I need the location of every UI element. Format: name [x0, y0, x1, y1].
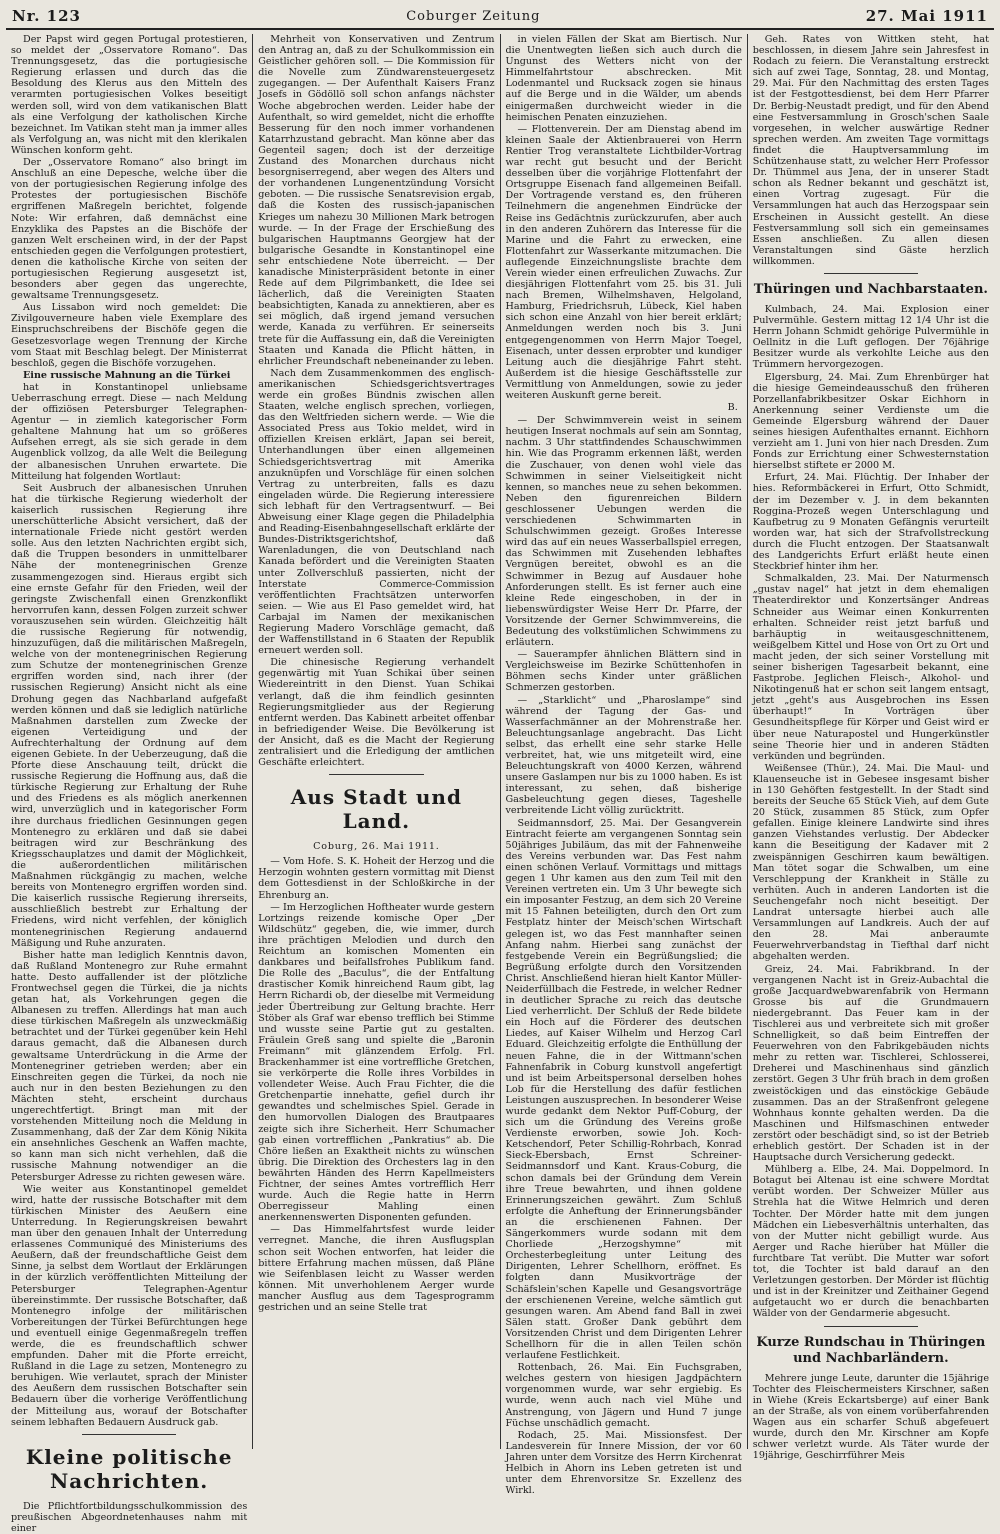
article-papst-portugal: Der Papst wird gegen Portugal protestieren, so meldet der „Osservatore Romano“. Das Trennungsgesetz, das die portugiesische Regierung erlassen und durch das die Besoldung des Klerus aus den Mitteln des verarmten portugiesischen Volkes beseitigt werden soll, wird von dem vatikanischen Blatt als eine Verfolgung der katholischen Kirche bezeichnet. Im Vatikan steht man ja immer alles als Verfolgung an, was nicht mit den klerikalen Wünschen konform geht. [11, 34, 248, 156]
paragraph: Mühlberg a. Elbe, 24. Mai. Doppelmord. In Botagut bei Altenau ist eine schwere Mordtat verübt worden. Der Schweizer Müller aus Strehla hat die Witwe Helmrich und deren Tochter. Der Mörder hatte mit dem jungen Mädchen ein Liebesverhältnis unterhalten, das von der Mutter nicht gebilligt wurde. Aus Aerger und Rache hierüber hat Müller die furchtbare Tat verübt. Die Mutter war sofort tot, die Tochter ist bald darauf an den Verletzungen gestorben. Der Mörder ist flüchtig und ist in der Kreinitzer und Zeithainer Gegend aufgetaucht wo er durch die benachbarten Wälder von der Gendarmerie abgesucht. [752, 1164, 989, 1320]
paragraph: Die Pflichtfortbildungsschulkommission des preußischen Abgeordnetenhauses nahm mit einer [11, 1500, 248, 1534]
paragraph: Wie weiter aus Konstantinopel gemeldet wird, hatte der russische Botschafter mit dem türkischen Minister des Aeußern eine Unterredung. In Regierungskreisen bewahrt man über den genauen Inhalt der Unterredung erlassenes Communiqué des Ministeriums des Aeußern, daß der freundschaftliche Geist dem Sinne, ja selbst dem Wortlaut der Erklärungen in der kürzlich veröffentlichten Mitteilung der Petersburger Telegraphen-Agentur übereinstimmte. Der russische Botschafter, daß Montenegro infolge der militärischen Vorbereitungen der Türkei Befürchtungen hege und eventuell einige Gegenmaßregeln treffen werde, die es freundschaftlich schwer empfunden. Daher mit die Pforte erreicht, Rußland in die Lage zu setzen, Montenegro zu beruhigen. Wie verlautet, sprach der Minister des Aeußern dem russischen Botschafter sein Bedauern über die vorherige Veröffentlichung der Mitteilung aus, worauf der Botschafter seinem lebhaften Bedauern Ausdruck gab. [11, 1183, 248, 1428]
paragraph: — Flottenverein. Der am Dienstag abend im kleinen Saale der Aktienbrauerei von Herrn Rentier Trog veranstaltete Lichtbilder-Vortrag war recht gut besucht und der Bericht desselben über die vorjährige Flottenfahrt der Ortsgruppe Eisenach fand allgemeinen Beifall. Der Vortragende verstand es, den früheren Teilnehmern die angenehmen Eindrücke der Reise ins Gedächtnis zurückzurufen, aber auch in den anderen Zuhörern das Interesse für die Marine und die Fahrt zu erwecken, eine Flottenfahrt zur Wasserkante mitzumachen. Die auflegende Einzeichnungsliste brachte dem Verein wieder einen erfreulichen Zuwachs. Zur diesjährigen Flottenfahrt vom 25. bis 31. Juli nach Bremen, Wilhelmshaven, Helgoland, Hamburg, Friedrichsruh, Lübeck, Kiel haben sich schon eine Anzahl von hier bereit erklärt; Anmeldungen werden noch bis 3. Juni entgegengenommen von Herrn Major Toegel, Eisenach, unter dessen erprobter und kundiger Leitung auch die diesjährige Fahrt steht. Außerdem ist die hiesige Geschäftsstelle zur Vermittlung von Anmeldungen, sowie zu jeder weiteren Auskunft gerne bereit. [505, 123, 742, 401]
divider [824, 273, 919, 274]
column-1 [6, 34, 252, 1534]
paragraph: hat in Konstantinopel unliebsame Ueberraschung erregt. Diese — nach Meldung der offiziösen Petersburger Telegraphen-Agentur — in ziemlich kategorischer Form gehaltene Mahnung hat um so größeres Aufsehen erregt, als sie sich gerade in dem Augenblick vollzog, da alle Welt die Beilegung der albanesischen Unruhen erwartete. Die Mitteilung hat folgenden Wortlaut: [11, 381, 248, 482]
article-heading: Eine russische Mahnung an die Türkei [23, 369, 231, 381]
paragraph: Rodach, 25. Mai. Missionsfest. Der Landesverein für Innere Mission, der vor 60 Jahren unter dem Vorsitze des Herrn Kirchenrat Helbich in Ahorn ins Leben getreten ist und unter dem Ehrenvorsitze Sr. Exzellenz des Wirkl. [505, 1429, 742, 1497]
paragraph: Greiz, 24. Mai. Fabrikbrand. In der vergangenen Nacht ist in Greiz-Aubachtal die große Jacquardwebwarenfabrik von Hermann Grosse bis auf die Grundmauern niedergebrannt. Das Feuer kam in der Tischlerei aus und verbreitete sich mit großer Schnelligkeit, so daß beim Eintreffen der Feuerwehren von den Fabrikgebäuden nichts mehr zu retten war. Tischlerei, Schlosserei, Dreherei und Maschinenhaus sind gänzlich zerstört. Gegen 3 Uhr früh brach in dem großen zweistöckigen und das einstöckige Gebäude zusammen. Das an der Straßenfront gelegene Wohnhaus konnte gehalten werden. Da die Maschinen und Hilfsmaschinen entweder zerstört oder beschädigt sind, so ist der Betrieb erheblich gestört. Der Schaden ist in der Hauptsache durch Versicherung gedeckt. [752, 963, 989, 1164]
paragraph: Geh. Rates von Wittken steht, hat beschlossen, in diesem Jahre sein Jahresfest in Rodach zu feiern. Die Veranstaltung erstreckt sich auf zwei Tage, Sonntag, 28. und Montag, 29. Mai. Für den Nachmittag des ersten Tages ist der Festgottesdienst, bei dem Herr Pfarrer Dr. Berbig-Neustadt predigt, und für den Abend eine Festversammlung in Grosch'schen Saale vorgesehen, in welcher auswärtige Redner sprechen werden. Am zweiten Tage vormittags findet die Hauptversammlung im Schützenhause statt, zu welcher Herr Professor Dr. Thümmel aus Jena, der in unserer Stadt schon als Redner bekannt und geschätzt ist, einen Vortrag zugesagt. Für die Versammlungen hat auch das Herzogspaar sein Erscheinen in Aussicht gestellt. An diese Festversammlung soll sich ein gemeinsames Essen anschließen. Zu allen diesen Veranstaltungen sind Gäste herzlich willkommen. [752, 34, 989, 267]
dateline: Coburg, 26. Mai 1911. [313, 841, 440, 853]
divider [329, 774, 424, 775]
paragraph: — Vom Hofe. S. K. Hoheit der Herzog und die Herzogin wohnten gestern vormittag mit Dienst dem Gottesdienst in der Schloßkirche in der Ehrenburg an. [258, 856, 495, 901]
issue-number: Nr. 123 [12, 7, 81, 25]
masthead [6, 4, 994, 30]
signature: B. [727, 402, 738, 414]
paragraph: Nach dem Zusammenkommen des englisch-amerikanischen Schiedsgerichtsvertrages werde ein großes Bündnis zwischen allen Staaten, welche englisch sprechen, vorliegen, das den Weltfrieden sichern werde. — Wie die Associated Press aus Tokio meldet, wird in offiziellen Kreisen erklärt, Japan sei bereit, Unterhandlungen über einen allgemeinen Schiedsgerichtsvertrag mit Amerika anzuknüpfen und Vorschläge für einen solchen Vertrag zu unterbreiten, falls es dazu eingeladen würde. Die Regierung interessiere sich lebhaft für den Vertragsentwurf. — Bei Abweisung einer Klage gegen die Philadelphia and Reading-Eisenbahngesellschaft erklärte der Bundes-Distriktsgerichtshof, daß Warenladungen, die von Deutschland nach Kanada befördert und die Vereinigten Staaten unter Zollverschluß passierten, nicht der Interstate Commerce-Commission veröffentlichten Frachtsätzen unterworfen seien. — Wie aus El Paso gemeldet wird, hat Carbajal im Namen der mexikanischen Regierung Madero Vorschläge gemacht, daß der Waffenstillstand in 6 Staaten der Republik erneuert werden soll. [258, 367, 495, 657]
column-2 [252, 34, 499, 1449]
paragraph: Mehrere junge Leute, darunter die 15jährige Tochter des Fleischermeisters Kirschner, saßen in Wiehe (Kreis Eckartsberge) auf einer Bank an der Straße, als von einem vorüberfahrenden Wagen aus ein scharfer Schuß abgefeuert wurde, durch den Mr. Kirschner am Kopfe schwer verletzt wurde. Als Täter wurde der 19jährige, Geschirrführer Meis [752, 1372, 989, 1462]
paragraph: Seit Ausbruch der albanesischen Unruhen hat die türkische Regierung wiederholt der kaiserlich russischen Regierung ihre unerschütterliche Absicht versichert, daß der internationale Friede nicht gestört werden solle. Aus den letzten Nachrichten ergibt sich, daß die Truppen besonders in unmittelbarer Nähe der montenegrinischen Grenze zusammengezogen sind. Hieraus ergibt sich eine ernste Gefahr für den Frieden, weil der geringste Zwischenfall einen Grenzkonflikt hervorrufen kann, dessen Folgen zurzeit schwer vorauszusehen sein würden. Gleichzeitig hält die russische Regierung für notwendig, hinzuzufügen, daß die militärischen Maßregeln, welche von der montenegrinischen Regierung zum Schutze der montenegrinischen Grenze ergriffen worden sind, nach ihrer (der russischen Regierung) Ansicht nicht als eine Drohung gegen das Nachbarland aufgefaßt werden können und daß sie lediglich natürliche Maßnahmen darstellen zum Zwecke der eigenen Verteidigung und der Aufrechterhaltung der Ordnung auf dem eigenen Gebiete. In der Ueberzeugung, daß die Pforte diese Anschauung teilt, drückt die russische Regierung die Hoffnung aus, daß die türkische Regierung zur Erhaltung der Ruhe und des Friedens es als möglich anerkennen wird, unverzüglich und in kategorischer Form ihre durchaus friedlichen Gesinnungen gegen Montenegro zu erklären und daß sie dabei beitragen wird zur Beschränkung des Kriegsschauplatzes und damit der Möglichkeit, die außerordentlichen militärischen Maßnahmen rückgängig zu machen, welche bereits von Montenegro ergriffen worden sind. Die kaiserlich russische Regierung ihrerseits, ausschließlich bestrebt zur Erhaltung der Friedens, wird nicht verfehlen, der königlich montenegrinischen Regierung andauernd Mäßigung und Ruhe anzuraten. [11, 482, 248, 949]
column-4 [747, 34, 994, 1462]
paragraph: Erfurt, 24. Mai. Flüchtig. Der Inhaber der hies. Reformbäckerei in Erfurt, Otto Schmidt, der im Dezember v. J. in dem bekannten Roggina-Prozeß wegen Unterschlagung und Kaufbetrug zu 9 Monaten Gefängnis verurteilt worden war, hat sich der Strafvollstreckung durch die Flucht entzogen. Der Staatsanwalt des Landgerichts Erfurt erläßt heute einen Steckbrief hinter ihm her. [752, 472, 989, 573]
paragraph: Bisher hatte man lediglich Kenntnis davon, daß Rußland Montenegro zur Ruhe ermahnt hatte. Desto auffallender ist der plötzliche Frontwechsel gegen die Türkei, die ja nichts getan hat, als Vorkehrungen gegen die Albanesen zu treffen. Allerdings hat man auch diese türkischen Maßregeln als unzweckmäßig betrachtet und der Türkei gegenüber kein Hehl daraus gemacht, daß die Albanesen durch gewaltsame Unterdrückung in die Arme der Montenegriner getrieben werden; aber ein Einschreiten gegen die Türkei, da noch nie auch nur in den besten Beziehungen zu den Mächten steht, erscheint durchaus ungerechtfertigt. Bringt man mit der vorstehenden Mitteilung noch die Meldung in Zusammenhang, daß der Zar dem König Nikita ein ansehnliches Geschenk an Waffen machte, so kann man sich nicht verhehlen, daß die russische Mahnung notwendiger an die Petersburger Adresse zu richten gewesen wäre. [11, 949, 248, 1183]
divider [824, 1326, 919, 1327]
paragraph: in vielen Fällen der Skat am Biertisch. Nur die Unentwegten ließen sich auch durch die Ungunst des Wetters nicht von der Himmelfahrtstour abschrecken. Mit Lodenmantel und Rucksack zogen sie hinaus auf die Berge und in die Wälder, um abends einigermaßen durchweicht wieder in die heimischen Penaten einzuziehen. [505, 34, 742, 123]
paragraph: — Der Schwimmverein weist in seinem heutigen Inserat nochmals auf sein am Sonntag, nachm. 3 Uhr stattfindendes Schauschwimmen hin. Wie das Programm erkennen läßt, werden die Zuschauer, von denen wohl viele das Schwimmen in seiner Vielseitigkeit nicht kennen, so manches neue zu sehen bekommen. Neben den figurenreichen Bildern geschlossener Uebungen werden die verschiedenen Schwimmarten in Schulschwimmen gezeigt. Großes Interesse wird das auf ein neues Wasserballspiel erregen, das Schwimmen mit Zusehenden lebhaftes Vergnügen bereitet, obwohl es an die Schwimmer in Bezug auf Ausdauer hohe Anforderungen stellt. Es ist ferner auch eine kleine Rede eingeschoben, in der in liebenswürdigster Weise Herr Dr. Pfarre, der Vorsitzende der Gerner Schwimmvereins, die Bedeutung des volkstümlichen Schwimmens zu erläutern. [505, 415, 742, 649]
paragraph: Weißensee (Thür.), 24. Mai. Die Maul- und Klauenseuche ist in Gebesee insgesamt bisher in 130 Gehöften festgestellt. In der Stadt sind bereits der Seuche 65 Stück Vieh, auf dem Gute 20 Stück, zusammen 85 Stück, zum Opfer gefallen. Einige kleinere Landwirte sind ihres ganzen Viehstandes verlustig. Der Abdecker kann die Beseitigung der Kadaver mit 2 zweispännigen Geschirren kaum bewältigen. Man tötet sogar die Schwalben, um eine Verschleppung der Krankheit in Ställe zu verhüten. Auch in anderen Landorten ist die Seuchengefahr noch nicht beseitigt. Der Landrat untersagte hierbei auch alle Versammlungen auf Landkreis. Auch der auf den 28. Mai anberaumte Feuerwehrverbandstag in Tiefthal darf nicht abgehalten werden. [752, 762, 989, 963]
columns [6, 34, 994, 1534]
paragraph: — Das Himmelfahrtsfest wurde leider verregnet. Manche, die ihren Ausflugsplan schon seit Wochen entworfen, hat leider die bittere Erfahrung machen müssen, daß Pläne wie Seifenblasen leicht zu Wasser werden können. Mit unverhohlenem Aerger wurde mancher Ausflug aus dem Tagesprogramm gestrichen und an seine Stelle trat [258, 1224, 495, 1314]
issue-date: 27. Mai 1911 [865, 7, 988, 25]
paragraph: — Im Herzoglichen Hoftheater wurde gestern Lortzings reizende komische Oper „Der Wildschütz“ gegeben, die, wie immer, durch ihre prächtigen Melodien und durch den Reichtum an komischen Momenten ein dankbares und beifallsfrohes Publikum fand. Die Rolle des „Baculus“, die der Entfaltung drastischer Komik hinreichend Raum gibt, lag Herrn Richardi ob, der dieselbe mit Vermeidung jeder Übertreibung zur Geltung brachte. Herr Stöber als Graf war ebenso trefflich bei Stimme und wusste seine Partie gut zu gestalten. Fräulein Greß sang und spielte die „Baronin Freimann“ mit glänzendem Erfolg. Frl. Brackenhammer ist eine vortreffliche Gretchen, sie verkörperte die Rolle ihres Vorbildes in vollendeter Weise. Auch Frau Fichter, die die Gretchenpartie innehatte, gefiel durch ihr gewandtes und schelmisches Spiel. Gerade in den humorvollen Dialogen des Brautpaares zeigte sich ihre Sicherheit. Herr Schumacher gab einen vortrefflichen „Pankratius“ ab. Die Chöre ließen an Exaktheit nichts zu wünschen übrig. Die Direktion des Orchesters lag in den bewährten Händen des Herrn Kapellmeisters Fichtner, der seines Amtes vortrefflich Herr wurde. Auch die Regie hatte in Herrn Oberregisseur Mahling einen anerkennenswerten Disponenten gefunden. [258, 901, 495, 1224]
paper-name: Coburger Zeitung [406, 8, 541, 24]
paragraph: Rottenbach, 26. Mai. Ein Fuchsgraben, welches gestern von hiesigen Jagdpächtern vorgenommen wurde, war sehr ergiebig. Es wurde, wenn auch nach viel Mühe und Anstrengung, von Jägern und Hund 7 junge Füchse unschädlich gemacht. [505, 1362, 742, 1429]
section-heading: Kurze Rundschau in Thüringen und Nachbarländern. [756, 1334, 986, 1366]
section-heading: Kleine politische Nachrichten. [25, 1444, 233, 1493]
paragraph: Seidmannsdorf, 25. Mai. Der Gesangverein Eintracht feierte am vergangenen Sonntag sein 50jähriges Jubiläum, das mit der Fahnenweihe des Vereins verbunden war. Das Fest nahm einen schönen Verlauf. Vormittags und mittags gegen 1 Uhr kamen aus den zum Teil mit den Vereinen vertreten ein. Um 3 Uhr bewegte sich ein imposanter Festzug, an dem sich 20 Vereine mit 15 Fahnen beteiligten, durch den Ort zum Festplatz hinter der Meisch'schen Wirtschaft gelegen ist, wo das Fest mannhafter seinen Anfang nahm. Hierbei sang zunächst der festgebende Verein ein Begrüßungslied; die Begrüßung erfolgte durch den Vorsitzenden Christ. Anschließend hieran hielt Kantor Müller-Neiderfüllbach die Festrede, in welcher Redner in deutlicher Sprache zu reich das deutsche Lied verherrlicht. Der Schluß der Rede bildete ein Hoch auf die Förderer des deutschen Liedes, auf Kaiser Wilhelm und Herzog Carl Eduard. Gleichzeitig erfolgte die Enthüllung der neuen Fahne, die in der Wittmann'schen Fahnenfabrik in Coburg kunstvoll angefertigt und ist beim Arbeitspersonal derselben hohes Lob für die Herstellung des dafür festlichen Leistungen auszusprechen. In besonderer Weise wurde gedankt dem Nektor Puff-Coburg, der sich um die Gründung des Vereins große Verdienste erworben, sowie Joh. Koch-Ketschendorf, Peter Schillig-Rohrbach, Konrad Sieck-Ebersbach, Ernst Schreiner-Seidmannsdorf und Kant. Kraus-Coburg, die schon damals bei der Gründung dem Verein ihre Treue bewahrten, und ihnen goldene Erinnerungszeichen gewährt. Zum Schluß erfolgte die Anheftung der Erinnerungsbänder an die erschienenen Fahnen. Der Sängerkommers wurde sodann mit dem Chorliede „Herzogshymne“ mit Orchesterbegleitung unter Leitung des Dirigenten, Lehrer Schellhorn, eröffnet. Es folgten dann Musikvorträge der Schäfslein'schen Kapelle und Gesangsvorträge der erschienenen Vereine, welche sämtlich gut gesungen waren. Am Abend fand Ball in zwei Sälen statt. Großer Dank gebührt dem Vorsitzenden Christ und dem Dirigenten Lehrer Schellhorn für die in allen Teilen schön verlaufene Festlichkeit. [505, 817, 742, 1362]
column-3 [500, 34, 747, 1497]
paragraph: Aus Lissabon wird noch gemeldet: Die Zivilgouverneure haben viele Exemplare des Einspruchschreibens der Bischöfe gegen die Gesetzesvorlage wegen Trennung der Kirche vom Staat mit Beschlag belegt. Der Ministerrat beschloß, gegen die Bischöfe vorzugehen. [11, 302, 248, 369]
divider [82, 1434, 177, 1435]
paragraph: Schmalkalden, 23. Mai. Der Naturmensch „gustav nagel“ hat jetzt in dem ehemaligen Theaterdirektor und Konzertsänger Andreas Schneider aus Weimar einen Konkurrenten erhalten. Schneider reist jetzt barfuß und barhäuptig in weitausgeschnittenem, weißgelbem Kittel und Hose von Ort zu Ort und macht jeden, der sich seiner Vorstellung mit seiner bisherigen Tagesarbeit bekannt, eine Fastprobe. Jeglichen Fleisch-, Alkohol- und Nikotingenuß hat er schon seit langem entsagt, jetzt „geht's aus Ausgebrochen ins Essen überhaupt!“ In Vorträgen über Gesundheitspflege für Körper und Geist wird er über neue Naturapostel und Hungerkünstler seine Theorie hier und in anderen Städten verkünden und begründen. [752, 573, 989, 762]
paragraph: Die chinesische Regierung verhandelt gegenwärtig mit Yuan Schikai über seinen Wiedereintritt in den Dienst. Yuan Schikai verlangt, daß die ihm feindlich gesinnten Regierungsmitglieder aus der Regierung entfernt werden. Das Kabinett arbeitet offenbar in befriedigender Weise. Die Bevölkerung ist der Ansicht, daß es die Macht der Regierung zentralisiert und die Erledigung der amtlichen Geschäfte erleichtert. [258, 657, 495, 769]
paragraph: — „Starklicht“ und „Pharoslampe“ sind während der Tagung der Gas- und Wasserfachmänner an der Mohrenstraße her. Beleuchtungsanlage angebracht. Das Licht selbst, das erhellt eine sehr starke Helle verbreitet, hat, wie uns mitgeteilt wird, eine Beleuchtungskraft von 4000 Kerzen, während unsere Gaslampen nur bis zu 1000 haben. Es ist interessant, zu sehen, daß bisherige Gasbeleuchtung gegen dieses, Tageshelle verbreitende Licht völlig zurücktritt. [505, 694, 742, 817]
paragraph: Der „Osservatore Romano“ also bringt im Anschluß an eine Depesche, welche über die von der portugiesischen Regierung infolge des Protestes der portugiesischen Bischöfe ergriffenen Maßregeln berichtet, folgende Note: Wir erfahren, daß demnächst eine Enzyklika des Papstes an die Bischöfe der ganzen Welt erscheinen wird, in der der Papst entschieden gegen die Verfolgungen protestiert, denen die katholische Kirche von seiten der portugiesischen Regierung ausgesetzt ist, besonders aber gegen das ungerechte, gewaltsame Trennungsgesetz. [11, 157, 248, 302]
paragraph: Mehrheit von Konservativen und Zentrum den Antrag an, daß zu der Schulkommission ein Geistlicher gehören soll. — Die Kommission für die Novelle zum Zündwarensteuergesetz zugegangen. — Der Aufenthalt Kaisers Franz Josefs in Gödöllö soll schon anfangs nächster Woche abgebrochen werden. Leider habe der Aufenthalt, so wird gemeldet, nicht die erhoffte Besserung für den noch immer vorhandenen Katarrhzustand gebracht. Man könne aber das Gegenteil sagen; doch ist der derzeitige Zustand des Monarchen durchaus nicht besorgniserregend, aber wegen des Alters und der vorhandenen Lungenentzündung Vorsicht geboten. — Die russische Senatsrevision ergab, daß die Kosten des russisch-japanischen Krieges um nahezu 30 Millionen Mark betrogen wurde. — In der Frage der Erschießung des bulgarischen Hauptmanns Georgjew hat der bulgarische Gesandte in Konstantinopel eine sehr entschiedene Note überreicht. — Der kanadische Ministerpräsident betonte in einer Rede auf dem Pilgrimbankett, die Idee sei lächerlich, daß die Vereinigten Staaten beabsichtigten, Kanada zu annektieren, aber es sei möglich, daß irgend jemand versuchen werde, Kanada zu verführen. Er seinerseits trete für die Auffassung ein, daß die Vereinigten Staaten und Kanada die Pflicht hätten, in ehrlicher Freundschaft nebeneinander zu leben. [258, 34, 495, 367]
section-heading: Thüringen und Nachbarstaaten. [753, 281, 988, 297]
section-heading: Aus Stadt und Land. [290, 785, 462, 834]
paragraph: — Sauerampfer ähnlichen Blättern sind in Vergleichsweise im Bezirke Schüttenhofen in Böhmen sechs Kinder unter gräßlichen Schmerzen gestorben. [505, 649, 742, 694]
paragraph: Elgersburg, 24. Mai. Zum Ehrenbürger hat die hiesige Gemeindeausschuß den früheren Porzellanfabrikbesitzer Oskar Eichhorn in Anerkennung seiner Verdienste um die Gemeinde Elgersburg während der Dauer seines hiesigen Aufenthaltes ernannt. Eichhorn verzieht am 1. Juni von hier nach Dresden. Zum Fonds zur Errichtung einer Schwesternstation hierselbst stiftete er 2000 M. [752, 371, 989, 472]
paragraph: Kulmbach, 24. Mai. Explosion einer Pulvermühle. Gestern mittag 12 1/4 Uhr ist die Herrn Johann Schmidt gehörige Pulvermühle in Oellnitz in die Luft geflogen. Der 76jährige Besitzer wurde als verkohlte Leiche aus den Trümmern hervorgezogen. [752, 303, 989, 371]
